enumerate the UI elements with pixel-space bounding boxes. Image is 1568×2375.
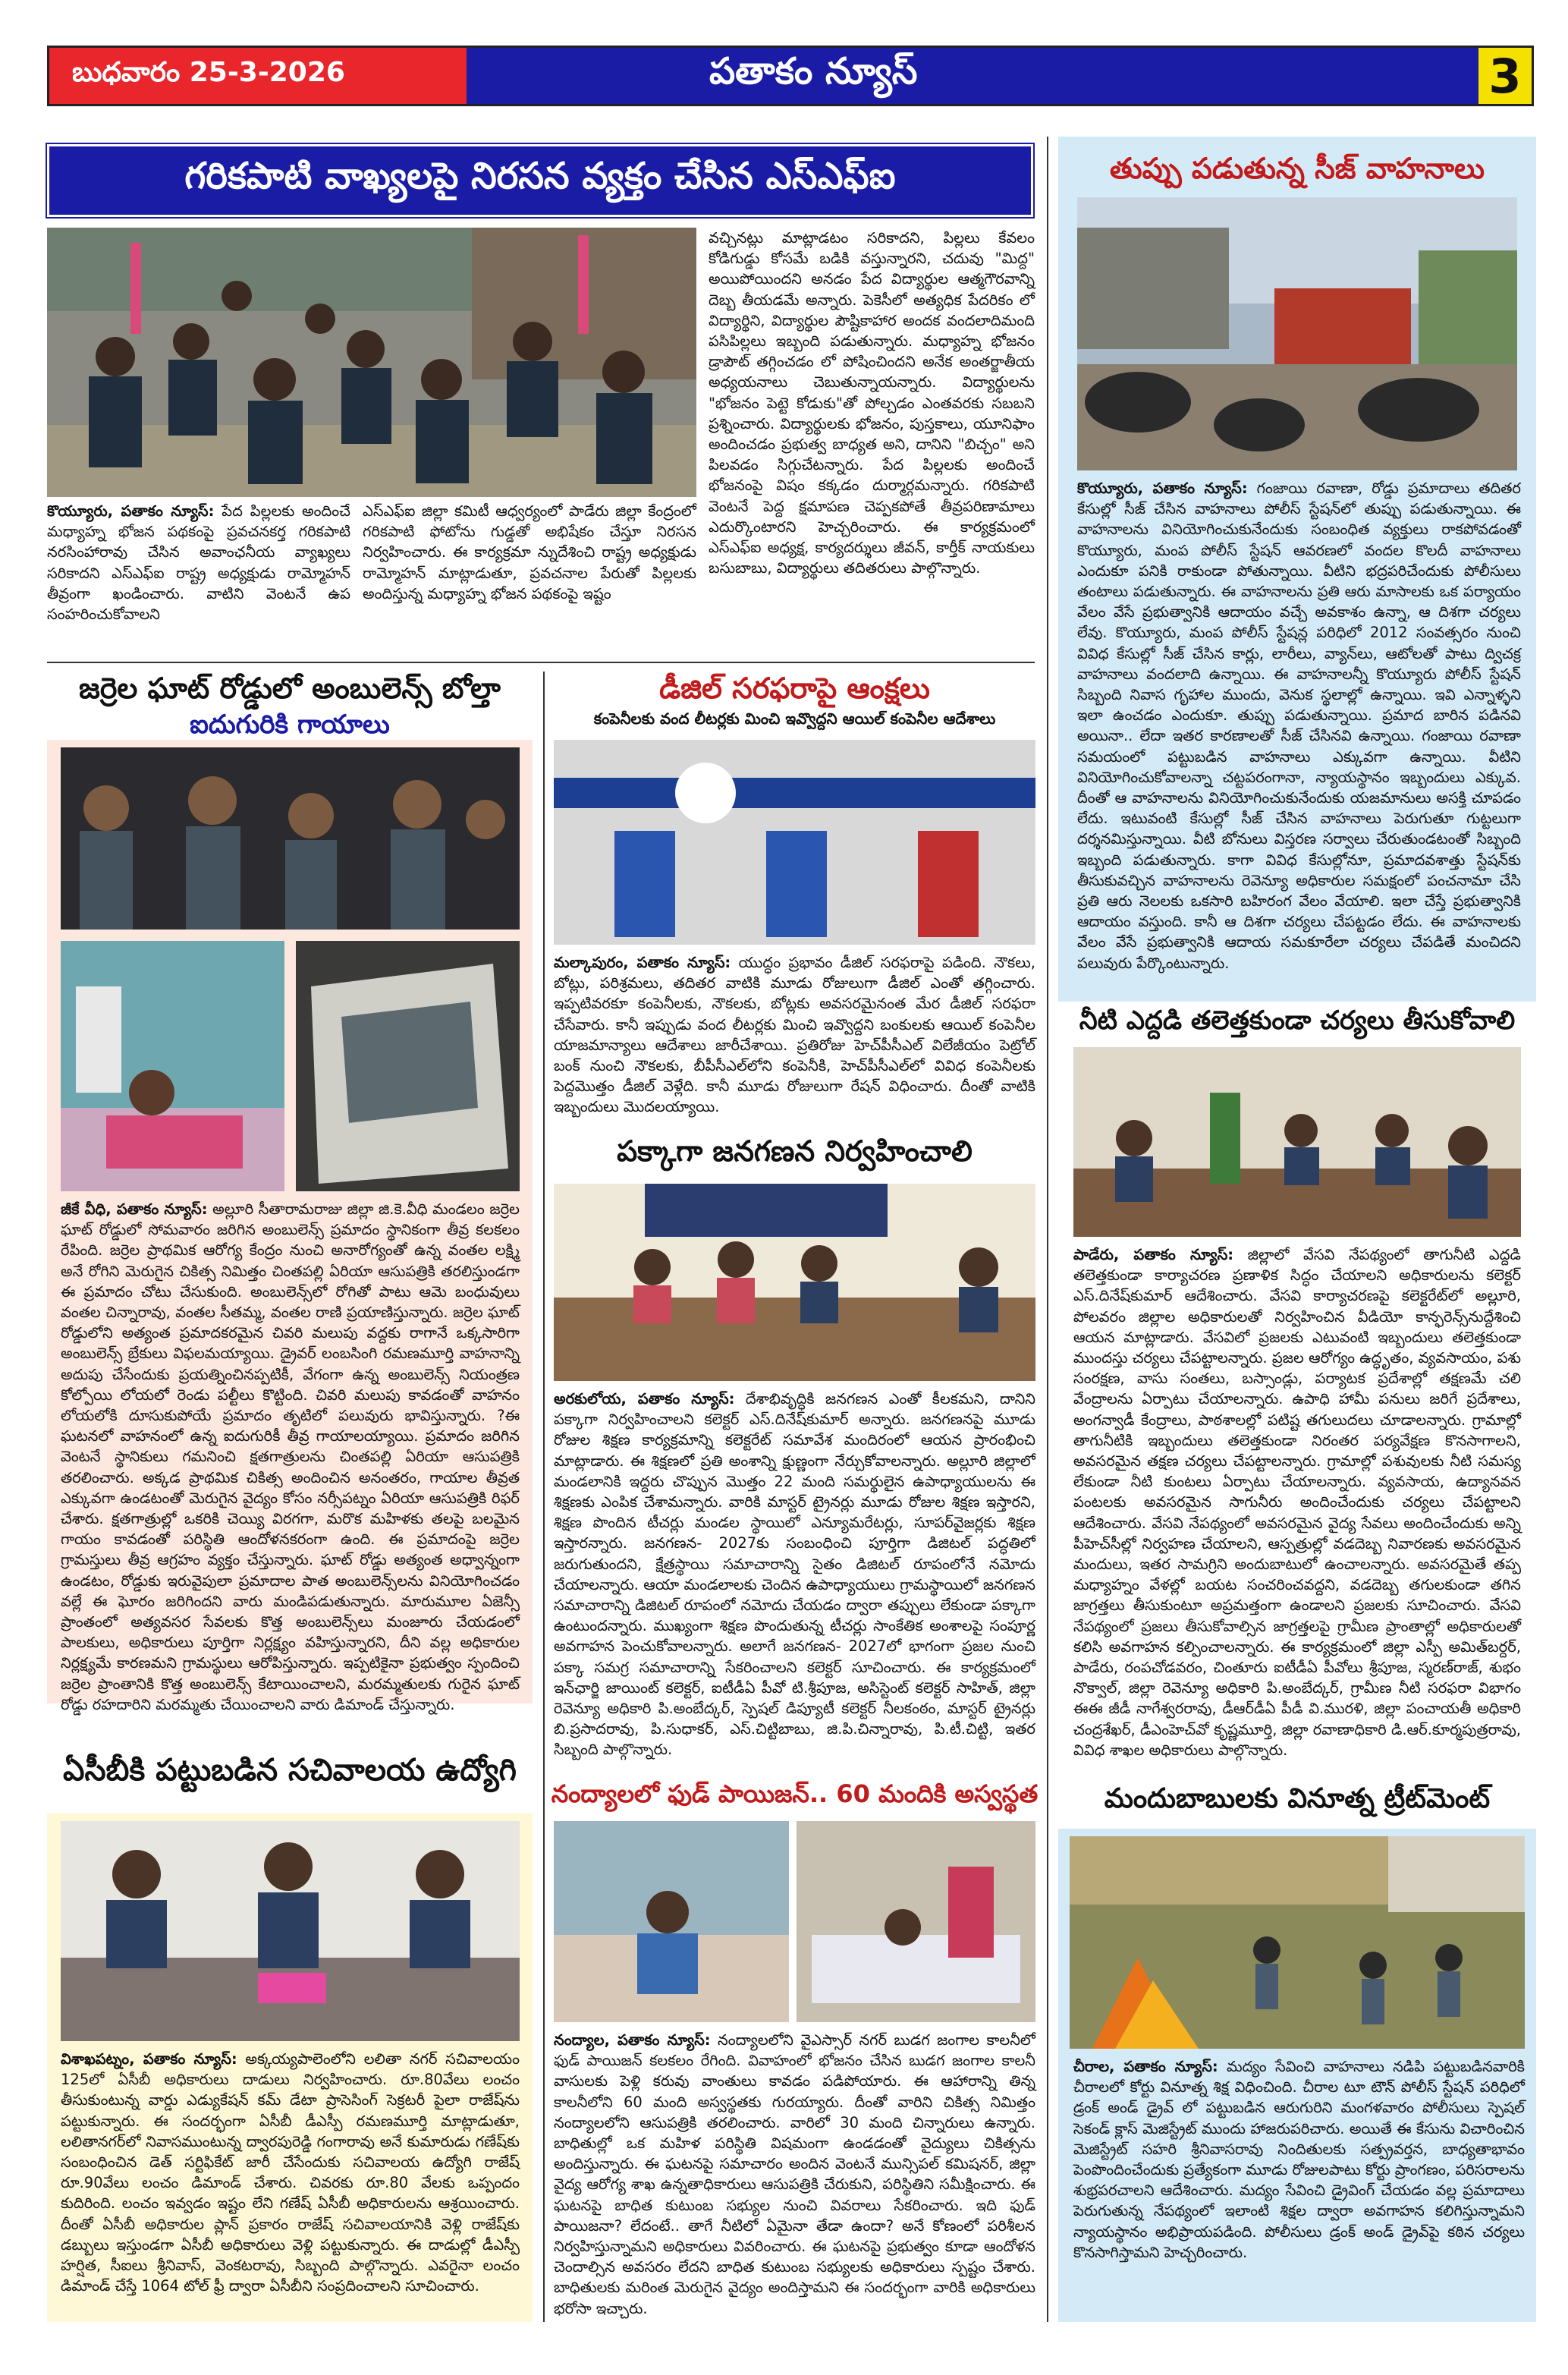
ambulance-headline: జర్రెల ఘాట్ రోడ్డులో అంబులెన్స్ బోల్తా <box>79 672 501 705</box>
page-number: 3 <box>1478 48 1532 104</box>
sfi-column-3: వచ్చినట్లు మాట్లాడటం సరికాదని, పిల్లలు కేవలం కోడిగుడ్డు కోసమే బడికి వస్తున్నారని, చదువు "మిద్ద" అయిపోయిందని అనడం పేద విద్యార్థుల ఆత్మగౌరవాన్ని దెబ్బ తీయడమే అన్నారు. పెకెసీలో అత్యధిక పేదరికం లో విద్యార్థిని, విద్యార్థుల పౌష్టికాహార అందక వందలాదిమంది పసిపిల్లలు ఇబ్బంది పడుతున్నారు. మధ్యాహ్న భోజనం డ్రాపౌట్ తగ్గించడం లో పోషించిందని అనేక అంతర్జాతీయ అధ్యయనాలు చెబుతున్నాయన్నారు. విద్యార్థులను "భోజనం పెట్టె కోడుకు"తో పోల్చడం ఎంతవరకు సబబని ప్రశ్నించారు. విద్యార్థులకు భోజనం, పుస్తకాలు, యూనిఫాం అందించడం ప్రభుత్వ బాధ్యత అని, దానిని "బిచ్చం" అని పిలవడం సిగ్గుచేటన్నారు. పేద పిల్లలకు అందించే భోజనంపై విషం కక్కడం దుర్మార్గమన్నారు. గరికపాటి వెంటనే పెద్ద క్షమాపణ చెప్పకపోతే తీవ్రపరిణామాలు ఎదుర్కొంటారని హెచ్చరించారు. ఈ కార్యక్రమంలో ఎస్ఎఫ్ఐ అధ్యక్ష, కార్యదర్శులు జీవన్, కార్తీక్ నాయకులు బసుబాబు, విద్యార్థులు తదితరులు పాల్గొన్నారు. <box>709 229 1035 577</box>
diesel-text: మల్కాపురం, పతాకం న్యూస్: యుద్ధం ప్రభావం డీజిల్ సరఫరాపై పడింది. నౌకలు, బోట్లు, పరిశ్రమలు, తదితర వాటికి మూడు రోజులుగా డీజిల్ ఎంతో తగ్గించారు. ఇప్పటివరకూ కంపెనీలకు, నౌకలకు, బోట్లకు అవసరమైనంత మేర డీజిల్ సరఫరా చేసేవారు. కానీ ఇప్పుడు వంద లీటర్లకు మించి ఇవ్వొద్దని బంకులకు ఆయిల్ కంపెనీల యాజమాన్యాలు ఆదేశాలు జారీచేశాయి. ప్రతిరోజు హెచ్‌పీసీఎల్ విలేజీయం పెట్రోల్ బంక్ నుంచి నౌకలకు, బీపీసీఎల్‌లోని కంపెనీకి, హెచ్‌పీసీఎల్‌లో వివిధ కంపెనీలకు పెద్దమొత్తం డీజిల్ వెళ్లేది. కానీ మూడు రోజులుగా రేషన్ విధించారు. దీంతో వాటికి ఇబ్బందులు మొదలయ్యాయి. <box>554 954 1035 1116</box>
diesel-headline: డీజిల్ సరఫరాపై ఆంక్షలు <box>659 672 930 705</box>
census-meeting-photo <box>554 1184 1035 1381</box>
acb-photo <box>61 1821 520 2041</box>
ambulance-crowd-photo <box>61 747 520 930</box>
food-text: నంద్యాల, పతాకం న్యూస్: నంద్యాలలోని వైఎస్సార్ నగర్ బుడగ జంగాల కాలనీలో ఫుడ్ పాయిజన్ కలకలం రేగింది. వివాహంలో భోజనం చేసిన బుడగ జంగాల కాలనీ వాసులకు పెళ్లి కరువు వాంతులు కావడం పడిపోయారు. ఈ ఆహారాన్ని తిన్న కాలనీలోని 60 మంది అస్వస్థతకు గురయ్యారు. దీంతో వారిని చికిత్స నిమిత్తం నంద్యాలలోని ఆసుపత్రికి తరలించారు. వారిలో 30 మంది చిన్నారులు ఉన్నారు. బాధితుల్లో ఒక మహిళ పరిస్థితి విషమంగా ఉండడంతో వైద్యులు చికిత్సను అందిస్తున్నారు. ఈ ఘటనపై సమాచారం అందిన వెంటనే మున్సిపల్ కమిషనర్, జిల్లా వైద్య ఆరోగ్య శాఖ ఉన్నతాధికారులు ఆసుపత్రికి చేరుకుని, పరిస్థితిని సమీక్షించారు. ఈ ఘటనపై బాధిత కుటుంబ సభ్యుల నుంచి వివరాలు సేకరించారు. ఇది ఫుడ్ పాయిజనా? లేదంటే.. తాగే నీటిలో ఏమైనా తేడా ఉందా? అనే కోణంలో పరిశీలన నిర్వహిస్తున్నామని అధికారులు వివరించారు. ఈ ఘటనపై ప్రభుత్వం కూడా ఆందోళన చెందాల్సిన అవసరం లేదని బాధిత కుటుంబ సభ్యులకు అధికారులు స్పష్టం చేశారు. బాధితులకు మరింత మెరుగైన వైద్యం అందిస్తామని ఈ సందర్భంగా వారికి అధికారులు భరోసా ఇచ్చారు. <box>554 2031 1035 2317</box>
diesel-subheadline: కంపెనీలకు వంద లీటర్లకు మించి ఇవ్వొద్దని ఆయిల్ కంపెనీల ఆదేశాలు <box>593 709 996 728</box>
drunk-cleanup-photo <box>1070 1836 1525 2049</box>
divider <box>47 662 1035 663</box>
ambulance-text: జీకే వీధి, పతాకం న్యూస్: అల్లూరి సీతారామరాజు జిల్లా జి.కె.వీధి మండలం జర్రెల ఘాట్ రోడ్డులో సోమవారం జరిగిన అంబులెన్స్ ప్రమాదం స్థానికంగా తీవ్ర కలకలం రేపింది. జర్రెల ప్రాథమిక ఆరోగ్య కేంద్రం నుంచి అనారోగ్యంతో ఉన్న వంతల లక్ష్మి అనే రోగిని మెరుగైన చికిత్స నిమిత్తం చింతపల్లి ఏరియా ఆసుపత్రికి తరలిస్తుండగా ఈ ప్రమాదం చోటు చేసుకుంది. అంబులెన్స్‌లో రోగితో పాటు ఆమె బంధువులు వంతల చిన్నారావు, వంతల సీతమ్మ, వంతల రాణి ప్రయాణిస్తున్నారు. జర్రెల ఘాట్ రోడ్డులోని అత్యంత ప్రమాదకరమైన చివరి మలుపు వద్దకు రాగానే ఒక్కసారిగా అంబులెన్స్ బ్రేకులు విఫలమయ్యాయి. డ్రైవర్ లంబసింగి రమణమూర్తి వాహనాన్ని అదుపు చేసేందుకు ప్రయత్నించినప్పటికీ, వేగంగా ఉన్న అంబులెన్స్ నియంత్రణ కోల్పోయి లోయలో రెండు పల్టీలు కొట్టింది. చివరి మలుపు కావడంతో వాహనం లోయలోకి దూసుకుపోయే ప్రమాదం తృటిలో పలువురు భావిస్తున్నారు. ?ఈ ఘటనలో వాహనంలో ఉన్న ఐదుగురికీ తీవ్ర గాయాలయ్యాయి. ప్రమాదం జరిగిన వెంటనే స్థానికులు గమనించి క్షతగాత్రులను చింతపల్లి ఏరియా ఆసుపత్రికి తరలించారు. అక్కడ ప్రాథమిక చికిత్స అందించిన అనంతరం, గాయాల తీవ్రత ఎక్కువగా ఉండటంతో మెరుగైన వైద్యం కోసం నర్సీపట్నం ఏరియా ఆసుపత్రికి రిఫర్ చేశారు. క్షతగాత్రుల్లో ఒకరికి చెయ్యి విరగగా, మరొక మహిళకు తలపై బలమైన గాయం కావడంతో పరిస్థితి ఆందోళనకరంగా ఉంది. ఈ ప్రమాదంపై జర్రెల గ్రామస్తులు తీవ్ర ఆగ్రహం వ్యక్తం చేస్తున్నారు. ఘాట్ రోడ్డు అత్యంత అధ్వాన్నంగా ఉండటం, రోడ్డుకు ఇరువైపులా ప్రమాదాల పాత అంబులెన్స్‌లను వినియోగించడం వల్లే ఈ ఘోరం జరిగిందని వారు మండిపడుతున్నారు. మారుమూల ఏజెన్సీ ప్రాంతంలో అత్యవసర సేవలకు కొత్త అంబులెన్స్‌లు మంజూరు చేయడంలో పాలకులు, అధికారులు పూర్తిగా నిర్లక్ష్యం వహిస్తున్నారని, దీని వల్ల అధికారుల నిర్లక్ష్యమే కారణమని గ్రామస్థులు ఆరోపిస్తున్నారు. ఇప్పటికైనా ప్రభుత్వం స్పందించి జర్రెల ప్రాంతానికి కొత్త అంబులెన్స్ కేటాయించాలని, మరమ్మతులకు గురైన ఘాట్ రోడ్డు రహదారిని మరమ్మతు చేయించాలని వారు డిమాండ్ చేస్తున్నారు. <box>61 1200 520 1713</box>
acb-text: విశాఖపట్నం, పతాకం న్యూస్: అక్కయ్యపాలెంలోని లలితా నగర్ సచివాలయం 125లో ఏసీబీ అధికారులు దాడులు నిర్వహించారు. రూ.80వేలు లంచం తీసుకుంటున్న వార్డు ఎడ్యుకేషన్ కమ్ డేటా ప్రాసెసింగ్ సెక్రటరీ పైలా రాజేష్‌ను పట్టుకున్నారు. ఈ సందర్భంగా ఏసీబీ డీఎస్పీ రమణమూర్తి మాట్లాడుతూ, లలితానగర్‌లో నివాసముంటున్న ద్వారపురెడ్డి గంగారావు అనే కుమారుడు గణేష్‌కు సంబంధించిన డెత్ సర్టిఫికేట్ జారీ చేసేందుకు సచివాలయ ఉద్యోగి రాజేష్ రూ.90వేలు లంచం డిమాండ్ చేశారు. చివరకు రూ.80 వేలకు ఒప్పందం కుదిరింది. లంచం ఇవ్వడం ఇష్టం లేని గణేష్ ఏసీబీ అధికారులను ఆశ్రయించారు. దీంతో ఏసీబీ అధికారుల ప్లాన్ ప్రకారం రాజేష్ సచివాలయానికి వెళ్లి రాజేష్‌కు డబ్బులు ఇస్తుండగా ఏసీబీ అధికారులు వెళ్లి పట్టుకున్నారు. ఈ దాడుల్లో డీఎస్పీ హర్షిత, సీఐలు శ్రీనివాస్, వెంకటరావు, సిబ్బంది పాల్గొన్నారు. ఎవరైనా లంచం డిమాండ్ చేస్తే 1064 టోల్ ఫ్రీ ద్వారా ఏసీబీని సంప్రదించాలని సూచించారు. <box>61 2050 520 2295</box>
sfi-headline: గరికపాటి వాఖ్యలపై నిరసన వ్యక్తం చేసిన ఎస్ఎఫ్ఐ <box>184 155 896 197</box>
sfi-protest-photo <box>47 228 696 497</box>
ambulance-hospital-photo <box>61 941 284 1191</box>
sfi-column-1: కొయ్యూరు, పతాకం న్యూస్: పేద పిల్లలకు అందించే మధ్యాహ్న భోజన పథకంపై ప్రవచనకర్త గరికపాటి నరసింహారావు చేసిన అవాంఛనీయ వ్యాఖ్యలు సరికాదని ఎస్ఎఫ్ఐ రాష్ట్ర అధ్యక్షుడు రామ్మోహన్ తీవ్రంగా ఖండించారు. వాటిని వెంటనే ఉప సంహరించుకోవాలని <box>47 502 350 624</box>
sfi-column-2: ఎస్ఎఫ్ఐ జిల్లా కమిటీ ఆధ్వర్యంలో పాడేరు జిల్లా కేంద్రంలో గరికపాటి ఫోటోను గుడ్డతో అభిషేకం చేస్తూ నిరసన నిర్వహించారు. ఈ కార్యక్రమా న్నుదేశించి రాష్ట్ర అధ్యక్షుడు రామ్మోహన్ మాట్లాడుతూ, ప్రవచనాల పేరుతో పిల్లలకు అందిస్తున్న మధ్యాహ్న భోజన పథకంపై ఇష్టం <box>363 502 696 602</box>
water-text: పాడేరు, పతాకం న్యూస్: జిల్లాలో వేసవి నేపథ్యంలో తాగునీటి ఎద్దడి తలెత్తకుండా కార్యాచరణ ప్రణాళిక సిద్ధం చేయాలని అధికారులను కలెక్టర్ ఎస్.దినేష్‌కుమార్ ఆదేశించారు. వేసవి కార్యాచరణపై కలెక్టరేట్‌లో అల్లూరి, పోలవరం జిల్లాల అధికారులతో నిర్వహించిన వీడియో కాన్ఫరెన్స్‌నుద్దేశించి ఆయన మాట్లాడారు. వేసవిలో ప్రజలకు ఎటువంటి ఇబ్బందులు తలెత్తకుండా ముందస్తు చర్యలు చేపట్టాలన్నారు. ప్రజల ఆరోగ్యం ఉద్ధృతం, వ్యవసాయం, పశు సంరక్షణ, వాసు సంతలు, బస్సాండ్లు, పర్యాటక ప్రదేశాల్లో తక్షణమే చలి వేంద్రాలను ఏర్పాటు చేయాలన్నారు. ఉపాధి హామీ పనులు జరిగే ప్రదేశాలు, అంగన్వాడీ కేంద్రాలు, పాఠశాలల్లో పటిష్ట తగులుదలు చూడాలన్నారు. గ్రామాల్లో తాగునీటికి ఇబ్బందులు తలెత్తకుండా నిరంతర పర్యవేక్షణ కొనసాగాలని, అవసరమైన తక్షణ చర్యలు చేపట్టాలన్నారు. గ్రామాల్లో పశువులకు నీటి సమస్య లేకుండా నీటి కుంటలు ఏర్పాటు చేయాలన్నారు. వ్యవసాయ, ఉద్యానవన పంటలకు అవసరమైన సాగునీరు అందించేందుకు చర్యలు చేపట్టాలని ఆదేశించారు. వేసవి నేపథ్యంలో అవసరమైన వైద్య సేవలు అందించేందుకు అన్ని పీహెచ్‌సీల్లో నిర్వహణ చేయాలని, ఆస్పత్రుల్లో వడదెబ్బ నివారణకు అవసరమైన మందులు, ఇతర సామగ్రిని అందుబాటులో ఉంచాలన్నారు. అవసరమైతే తప్ప మధ్యాహ్నం వేళల్లో బయట సంచరించవద్దని, వడదెబ్బ తగులకుండా తగిన జాగ్రత్తలు తీసుకుంటూ అప్రమత్తంగా ఉండాలని ప్రజలకు సూచించారు. వేసవి నేపథ్యంలో ప్రజలు తీసుకోవాల్సిన జాగ్రత్తలపై గ్రామీణ ప్రాంతాల్లో అధికారులతో కలిసి అవగాహన కల్పించాలన్నారు. ఈ కార్యక్రమంలో జిల్లా ఎస్పీ అమిత్‌బర్దర్, పాడేరు, రంపచోడవరం, చింతూరు ఐటీడీఏ పీవోలు శ్రీపూజ, స్మరణ్‌రాజ్, శుభం నొక్వాల్, జిల్లా రెవెన్యూ అధికారి పి.అంబేద్కర్, గ్రామీణ నీటి సరఫరా విభాగం ఈఈ జీడీ నాగేశ్వరరావు, డీఆర్‌డీఏ పీడీ వి.మురళి, జిల్లా పంచాయతీ అధికారి చంద్రశేఖర్, డీఎంహెచ్‌వో కృష్ణమూర్తి, జిల్లా రవాణాధికారి డి.ఆర్.కూర్మపుత్రరావు, వివిధ శాఖల అధికారులు పాల్గొన్నారు. <box>1073 1246 1521 1759</box>
seized-vehicles-photo <box>1077 197 1517 470</box>
food-hospital-photo-1 <box>554 1821 789 2022</box>
census-headline: పక్కాగా జనగణన నిర్వహించాలి <box>617 1134 973 1168</box>
drunk-text: చీరాల, పతాకం న్యూస్: మద్యం సేవించి వాహనాలు నడిపి పట్టుబడినవారికి చీరాలలో కోర్టు వినూత్న శిక్ష విధించింది. చీరాల టూ టౌన్ పోలీస్ స్టేషన్ పరిధిలో డ్రంక్ అండ్ డ్రైవ్ లో పట్టుబడిన ఆరుగురిని మంగళవారం పోలీసులు స్పెషల్ సెకండ్ క్లాస్ మెజిస్ట్రేట్ ముందు హాజరుపరిచారు. అయితే ఈ కేసును విచారించిన మెజిస్ట్రేట్ సహరి శ్రీనివాసరావు నిందితులకు సత్ప్రవర్తన, బాధ్యతాభావం పెంపొందించేందుకు ప్రత్యేకంగా మూడు రోజులపాటు కోర్టు ప్రాంగణం, పరిసరాలను శుభ్రపరచాలని ఆదేశించారు. మద్యం సేవించి డ్రైవింగ్ చేయడం వల్ల ప్రమాదాలు పెరుగుతున్న నేపథ్యంలో ఇలాంటి శిక్షల ద్వారా అవగాహన కలిగిస్తున్నామని న్యాయస్థానం అభిప్రాయపడింది. పోలీసులు డ్రంక్ అండ్ డ్రైవ్‌పై కఠిన చర్యలు కొనసాగిస్తామని హెచ్చరించారు. <box>1073 2058 1525 2261</box>
diesel-pump-photo <box>554 740 1035 945</box>
water-headline: నీటి ఎద్దడి తలెత్తకుండా చర్యలు తీసుకోవాలి <box>1079 1005 1516 1036</box>
masthead-title-bar <box>467 48 1478 104</box>
drunk-headline: మందుబాబులకు వినూత్న ట్రీట్‌మెంట్ <box>1104 1783 1491 1814</box>
masthead <box>47 46 1534 106</box>
ambulance-subheadline: ఐదుగురికి గాయాలు <box>190 709 390 740</box>
ambulance-vehicle-photo <box>296 941 520 1191</box>
census-text: అరకులోయ, పతాకం న్యూస్: దేశాభివృద్ధికి జనగణన ఎంతో కీలకమని, దానిని పక్కాగా నిర్వహించాలని కలెక్టర్ ఎస్.దినేష్‌కుమార్ అన్నారు. జనగణనపై మూడు రోజుల శిక్షణ కార్యక్రమాన్ని కలెక్టరేట్ సమావేశ మందిరంలో ఆయన ప్రారంభించి మాట్లాడారు. ఈ శిక్షణలో ప్రతి అంశాన్ని క్షుణ్ణంగా నేర్చుకోవాలన్నారు. అల్లూరి జిల్లాలో మండలానికి ఇద్దరు చొప్పున మొత్తం 22 మంది సమర్థులైన ఉపాధ్యాయులను ఈ శిక్షణకు ఎంపిక చేశామన్నారు. వారికి మాస్టర్ ట్రైనర్లు మూడు రోజుల శిక్షణ ఇస్తారని, శిక్షణ పొందిన టీచర్లు మండల స్థాయిలో ఎన్యూమరేటర్లు, సూపర్‌వైజర్లకు శిక్షణ ఇస్తారన్నారు. జనగణన- 2027కు సంబంధించి పూర్తిగా డిజిటల్ పద్ధతిలో జరుగుతుందని, క్షేత్రస్థాయి సమాచారాన్ని సైతం డిజిటల్ రూపంలోనే నమోదు చేయాలన్నారు. ఆయా మండలాలకు చెందిన ఉపాధ్యాయులు గ్రామస్థాయిలో జనగణన సమాచారాన్ని డిజిటల్ రూపంలో నమోదు చేయడం ద్వారా తప్పులు లేకుండా పక్కాగా ఉంటుందన్నారు. ముఖ్యంగా శిక్షణ పొందుతున్న టీచర్లు సాంకేతిక అంశాలపై సంపూర్ణ అవగాహన పెంచుకోవాలన్నారు. అలాగే జనగణన- 2027లో భాగంగా ప్రజల నుంచి పక్కా సమగ్ర సమాచారాన్ని సేకరించాలని కలెక్టర్ సూచించారు. ఈ కార్యక్రమంలో ఇన్‌ఛార్జి జాయింట్ కలెక్టర్, ఐటీడీఏ పీవో టి.శ్రీపూజ, అసిస్టెంట్ కలెక్టర్ సాహిత్, జిల్లా రెవెన్యూ అధికారి పి.అంబేద్కర్, స్పెషల్ డిప్యూటీ కలెక్టర్ నీలకంఠం, మాస్టర్ ట్రైనర్లు బి.ప్రసాదరావు, పి.సుధాకర్, ఎస్.చిట్టిబాబు, జి.పి.చిన్నారావు, పి.టీ.చిట్టి, ఇతర సిబ్బంది పాల్గొన్నారు. <box>554 1390 1035 1759</box>
acb-headline: ఏసీబీకి పట్టుబడిన సచివాలయ ఉద్యోగి <box>63 1753 517 1788</box>
seized-text: కొయ్యూరు, పతాకం న్యూస్: గంజాయి రవాణా, రోడ్డు ప్రమాదాలు తదితర కేసుల్లో సీజ్ చేసిన వాహనాలు పోలీస్ స్టేషన్‌లో తుప్పు పడుతున్నాయి. ఈ వాహనాలను వినియోగించుకునేందుకు సంబంధిత వ్యక్తులు రాకపోవడంతో కొయ్యూరు, మంప పోలీస్ స్టేషన్ ఆవరణలో వందల కొలదీ వాహనాలు ఎందుకూ పనికి రాకుండా పోతున్నాయి. వీటిని భద్రపరిచేందుకు పోలీసులు తంటాలు పడుతున్నారు. ఈ వాహనాలను ప్రతి ఆరు మాసాలకు ఒక పర్యాయం వేలం వేసే ప్రభుత్వానికి ఆదాయం వచ్చే అవకాశం ఉన్నా, ఆ దిశగా చర్యలు లేవు. కొయ్యూరు, మంప పోలీస్ స్టేషన్ల పరిధిలో 2012 సంవత్సరం నుంచి వివిధ కేసుల్లో సీజ్ చేసిన కార్లు, లారీలు, వ్యాన్‌లు, ఆటోలతో పాటు ద్విచక్ర వాహనాలు వందలాది ఉన్నాయి. ఈ వాహనాలన్నీ కొయ్యూరు పోలీస్ స్టేషన్ సిబ్బంది నివాస గృహాల ముందు, వెనుక స్థలాల్లో ఉన్నాయి. ఇవి ఎన్నాళ్ళని ఇలా ఉంచడం ఎందుకూ. తుప్పు పడుతున్నాయి. ప్రమాద బారిన పడినవి అయినా.. లేదా ఇతర కారణాలతో సీజ్ చేసినవి ఉన్నాయి. గంజాయి రవాణా సమయంలో పట్టుబడిన వాహనాలు ఎక్కువగా ఉన్నాయి. వీటిని వినియోగించుకోవాలన్నా చట్టపరంగానా, న్యాయస్థానం ఇబ్బందులు ఎక్కువ. దీంతో ఆ వాహనాలను వినియోగించుకునేందుకు యజమానులు అసక్తి చూపడం లేదు. ఇటువంటి కేసుల్లో సీజ్ చేసిన వాహనాలు పెరుగుతూ గుట్టలుగా దర్శనమిస్తున్నాయి. వీటి బోనులు విస్తరణ సర్వాలు చేరుతుండటంతో సిబ్బంది ఇబ్బంది పడుతున్నారు. కాగా వివిధ కేసుల్లోనూ, ప్రమాదవశాత్తు స్టేషన్‌కు తీసుకువచ్చిన వాహనాలను రెవెన్యూ అధికారుల సమక్షంలో పంచనామా చేసి ప్రతి ఆరు నెలలకు ఒకసారి బహిరంగ వేలం వేయాలి. ఇలా చేస్తే ప్రభుత్వానికి ఆదాయం వస్తుంది. కానీ ఆ దిశగా చర్యలు చేపట్టడం లేదు. ఈ వాహనాలకు వేలం వేసే ప్రభుత్వానికి ఆదాయ సమకూరేలా చర్యలు చేపడితే మంచిదని పలువురు పేర్కొంటున్నారు. <box>1077 480 1521 972</box>
seized-headline: తుప్పు పడుతున్న సీజ్ వాహనాలు <box>1109 152 1485 185</box>
water-meeting-photo <box>1073 1047 1521 1237</box>
paper-name: పతాకం న్యూస్ <box>709 50 918 93</box>
divider <box>1047 137 1048 2322</box>
sfi-headline-bar <box>47 144 1033 217</box>
masthead-date: బుధవారం 25-3-2026 <box>49 48 467 104</box>
divider <box>543 672 545 2322</box>
food-headline: నంద్యాలలో ఫుడ్ పాయిజన్.. 60 మందికి అస్వస్థత <box>551 1779 1039 1808</box>
food-hospital-photo-2 <box>797 1821 1035 2022</box>
